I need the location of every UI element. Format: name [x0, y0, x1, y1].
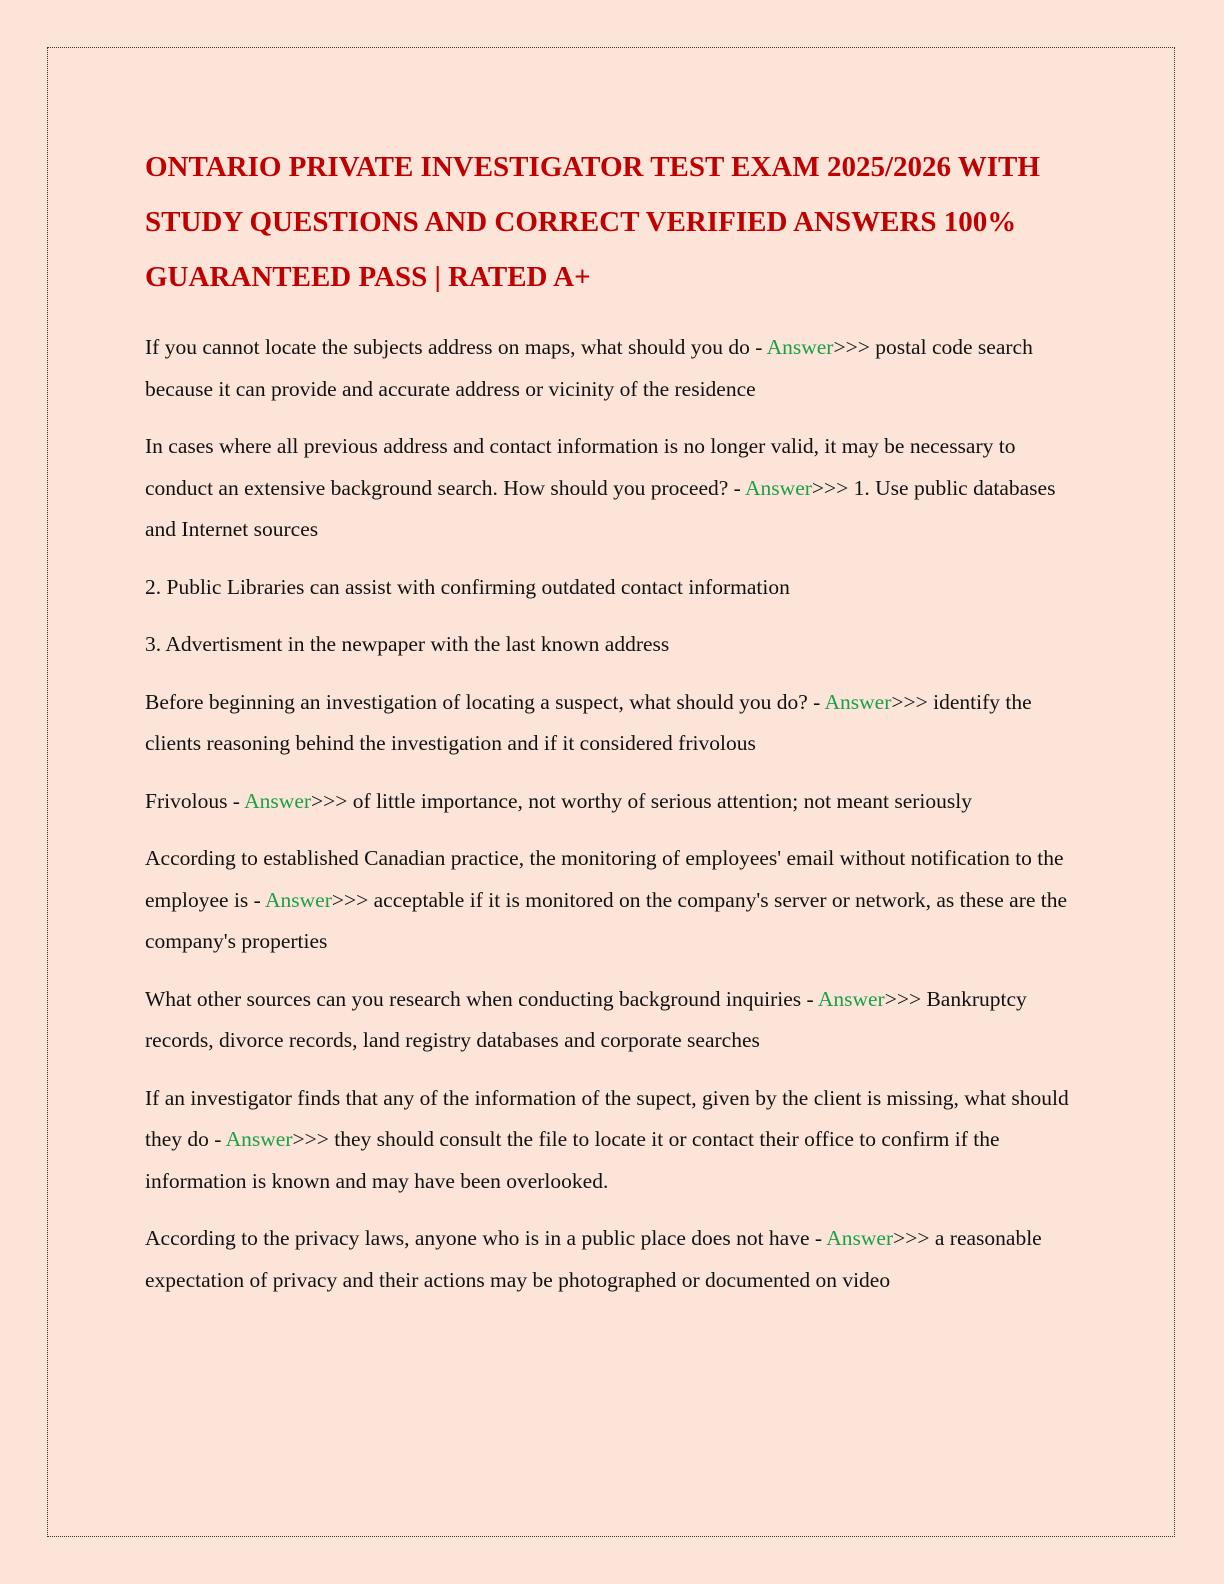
answer-label: Answer [244, 788, 312, 813]
answer-label: Answer [745, 475, 812, 500]
qa-item [145, 682, 1085, 765]
list-item: 3. Advertisment in the newpaper with the last known address [145, 632, 670, 656]
answer-label: Answer [225, 1127, 293, 1151]
answer-text: >>> 1. Use public databases and Internet sources [145, 475, 1056, 541]
qa-item [145, 1078, 1085, 1203]
answer-label: Answer [265, 887, 332, 912]
answer-label: Answer [826, 1226, 894, 1250]
answer-label: Answer [824, 689, 892, 714]
question-text: If an investigator finds that any of the information of the supect, given by the client is missing, what should they do - [145, 1085, 1069, 1151]
answer-text: >>> postal code search because it can provide and accurate address or vicinity of the residence [145, 335, 1033, 401]
document-title: ONTARIO PRIVATE INVESTIGATOR TEST EXAM 2025/2026 WITH STUDY QUESTIONS AND CORRECT VERIFIED ANSWERS 100% GUARANTEED PASS | RATED A+ [145, 151, 1040, 293]
qa-item [145, 838, 1085, 963]
answer-text: >>> Bankruptcy records, divorce records, land registry databases and corporate searches [145, 986, 1027, 1052]
answer-text: >>> acceptable if it is monitored on the company's server or network, as these are the company's properties [145, 887, 1068, 953]
document-body [145, 140, 1085, 1317]
question-text: In cases where all previous address and contact information is no longer valid, it may be necessary to conduct an extensive background search. How should you proceed? - [145, 434, 1016, 500]
question-text: Before beginning an investigation of locating a suspect, what should you do? - [145, 689, 825, 714]
question-text: Frivolous - [145, 788, 245, 813]
answer-text: >>> identify the clients reasoning behind the investigation and if it considered frivolous [145, 689, 1032, 755]
question-text: What other sources can you research when conducting background inquiries - [145, 986, 818, 1011]
qa-item [145, 781, 1085, 823]
answer-text: >>> of little importance, not worthy of serious attention; not meant seriously [311, 788, 972, 813]
qa-item [145, 979, 1085, 1062]
answer-label: Answer [766, 335, 834, 359]
qa-item [145, 327, 1085, 410]
answer-text: >>> a reasonable expectation of privacy and their actions may be photographed or documented on video [145, 1226, 1042, 1292]
qa-item [145, 426, 1085, 551]
answer-label: Answer [817, 986, 885, 1011]
question-text: According to established Canadian practice, the monitoring of employees' email without notification to the employee is - [145, 846, 1064, 912]
answer-text: >>> they should consult the file to locate it or contact their office to confirm if the information is known and may have been overlooked. [145, 1127, 1000, 1193]
qa-item [145, 1218, 1085, 1301]
question-text: If you cannot locate the subjects address on maps, what should you do - [145, 335, 767, 359]
list-item: 2. Public Libraries can assist with confirming outdated contact information [145, 574, 790, 599]
question-text: According to the privacy laws, anyone who is in a public place does not have - [145, 1226, 827, 1250]
